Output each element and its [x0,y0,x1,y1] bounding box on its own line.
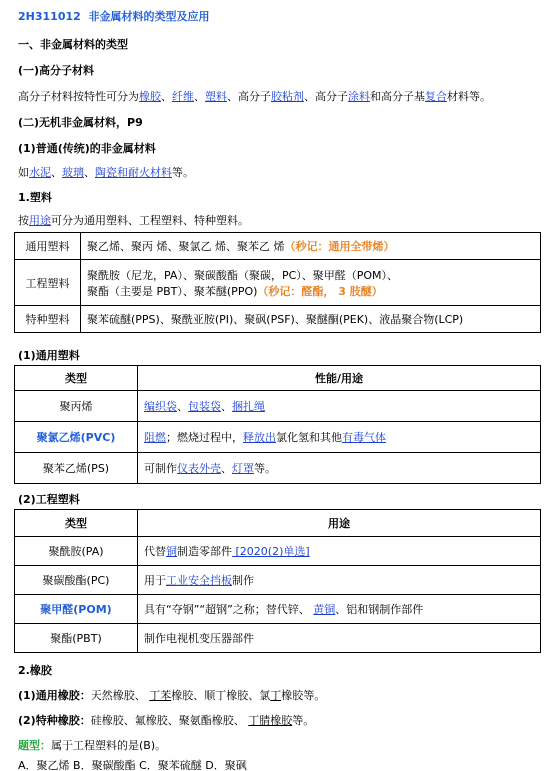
engineering-plastics-table [14,509,541,653]
rubber-special: (2)特种橡胶：硅橡胶、氟橡胶、聚氨酯橡胶、 丁腈橡胶等。 [18,714,315,727]
row-content: 聚苯硫醚(PPS)、聚酰亚胺(PI)、聚砜(PSF)、聚醚酮(PEK)、液晶聚合物(LCP) [81,306,541,333]
use-cell: 具有“夺钢”“超钢”之称；替代锌、 黄铜、铝和钢制作部件 [138,595,541,624]
link-release[interactable]: 释放出 [243,431,276,444]
use-cell: 编织袋、包装袋、捆扎绳 [138,391,541,422]
link-toxic-gas[interactable]: 有毒气体 [342,431,386,444]
table-row [15,595,541,624]
table-row [15,260,541,306]
polymer-intro: 高分子材料按特性可分为橡胶、纤维、塑料、高分子胶粘剂、高分子涂料和高分子基复合材料等。 [18,90,491,103]
question-text: 属于工程塑料的是(B)。 [51,739,167,752]
heading-rubber: 2.橡胶 [18,664,52,677]
question-options: A．聚乙烯 B．聚碳酸酯 C．聚苯硫醚 D．聚砜 [18,759,247,771]
inorganic-examples: 如水泥、玻璃、陶瓷和耐火材料等。 [18,166,194,179]
link-instrument-shell[interactable]: 仪表外壳 [177,462,221,475]
heading-general-plastics: (1)通用塑料 [18,349,80,362]
question-label: 题型： [18,739,51,752]
plastics-type-table [14,232,541,333]
page-title [18,8,209,24]
heading-1: 一、非金属材料的类型 [18,38,128,51]
use-cell: 代替铜制造零部件 [2020(2)单选] [138,537,541,566]
link-cement[interactable]: 水泥 [29,166,51,179]
link-lampshade[interactable]: 灯罩 [232,462,254,475]
link-copper[interactable]: 铜 [166,545,177,558]
table-header-row [15,510,541,537]
link-safety-baffle[interactable]: 工业安全挡板 [166,574,232,587]
plastics-intro: 按用途可分为通用塑料、工程塑料、特种塑料。 [18,214,249,227]
row-label: 特种塑料 [15,306,81,333]
heading-plastics: 1.塑料 [18,191,52,204]
table-row [15,624,541,653]
link-rope[interactable]: 捆扎绳 [232,400,265,413]
section-code: 2H311012 [18,10,81,23]
table-row [15,422,541,453]
link-fiber[interactable]: 纤维 [172,90,194,103]
general-plastics-table [14,365,541,484]
use-cell: 制作电视机变压器部件 [138,624,541,653]
heading-traditional: (1)普通(传统)的非金属材料 [18,142,156,155]
table-row [15,537,541,566]
col-header-type: 类型 [15,510,138,537]
use-cell: 用于工业安全挡板制作 [138,566,541,595]
link-coating[interactable]: 涂料 [348,90,370,103]
heading-engineering-plastics: (2)工程塑料 [18,493,80,506]
type-cell: 聚丙烯 [15,391,138,422]
row-content: 聚乙烯、聚丙 烯、聚氯乙 烯、聚苯乙 烯（秒记：通用全带烯） [81,233,541,260]
question [18,737,166,753]
link-glass[interactable]: 玻璃 [62,166,84,179]
row-label: 通用塑料 [15,233,81,260]
heading-inorganic: (二)无机非金属材料，P9 [18,116,143,129]
type-cell: 聚酰胺(PA) [15,537,138,566]
type-cell: 聚碳酸酯(PC) [15,566,138,595]
memory-note: （秒记：通用全带烯） [284,240,395,253]
link-exam-ref[interactable]: [2020(2)单选] [232,545,310,558]
link-brass[interactable]: 黄铜 [313,603,336,616]
table-row [15,306,541,333]
type-cell: 聚氯乙烯(PVC) [15,422,138,453]
table-row [15,453,541,484]
link-plastic[interactable]: 塑料 [205,90,227,103]
link-rubber[interactable]: 橡胶 [139,90,161,103]
use-cell: 阻燃；燃烧过程中，释放出氯化氢和其他有毒气体 [138,422,541,453]
row-label: 工程塑料 [15,260,81,306]
col-header-use: 用途 [138,510,541,537]
use-cell: 可制作仪表外壳、灯罩等。 [138,453,541,484]
table-row [15,233,541,260]
type-cell: 聚甲醛(POM) [15,595,138,624]
table-row [15,566,541,595]
type-cell: 聚酯(PBT) [15,624,138,653]
link-composite[interactable]: 复合 [425,90,447,103]
link-adhesive[interactable]: 胶粘剂 [271,90,304,103]
link-package-bag[interactable]: 包装袋 [188,400,221,413]
link-flame-retardant[interactable]: 阻燃 [144,431,166,444]
link-ceramic[interactable]: 陶瓷和耐火材料 [95,166,172,179]
memory-note: （秒记：醛酯， 3 肢醚） [257,284,383,298]
row-content: 聚酰胺（尼龙，PA）、聚碳酸酯（聚碳，PC）、聚甲醛（POM）、 聚酯（主要是 PBT）、聚苯醚(PPO)（秒记：醛酯， 3 肢醚） [81,260,541,306]
col-header-use: 性能/用途 [138,366,541,391]
rubber-general: (1)通用橡胶：天然橡胶、 丁苯橡胶、顺丁橡胶、氯丁橡胶等。 [18,689,326,702]
table-header-row [15,366,541,391]
table-row [15,391,541,422]
section-title: 非金属材料的类型及应用 [88,10,210,23]
link-woven-bag[interactable]: 编织袋 [144,400,177,413]
type-cell: 聚苯乙烯(PS) [15,453,138,484]
link-usage[interactable]: 用途 [29,214,51,227]
heading-polymer: (一)高分子材料 [18,64,95,77]
col-header-type: 类型 [15,366,138,391]
